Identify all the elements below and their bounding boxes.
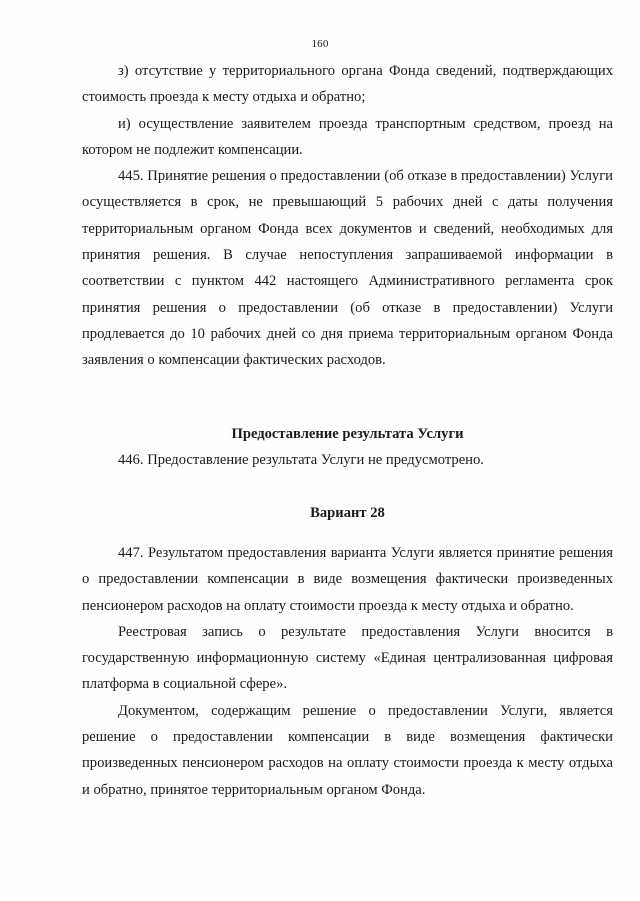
section-variant-28 (82, 540, 613, 803)
paragraph-446: 446. Предоставление результата Услуги не предусмотрено. (118, 452, 484, 469)
paragraph-447: 447. Результатом предоставления варианта Услуги является принятие решения о предоставлении компенсации в виде возмещения фактически произведенных пенсионером расходов на оплату стоимости проезда к месту отдыха и обратно. (82, 545, 613, 614)
page-number: 160 (311, 38, 329, 50)
paragraph-document: Документом, содержащим решение о предоставлении Услуги, является решение о предоставлении компенсации в виде возмещения фактически произведенных пенсионером расходов на оплату стоимости проезда к месту отдыха и обратно, принятое территориальным органом Фонда. (82, 702, 613, 798)
paragraph-item-i: и) осуществление заявителем проезда транспортным средством, проезд на котором не подлежит компенсации. (82, 115, 613, 158)
paragraph-registry: Реестровая запись о результате предоставления Услуги вносится в государственную информационную систему «Единая централизованная цифровая платформа в социальной сфере». (82, 623, 613, 693)
paragraph-445: 445. Принятие решения о предоставлении (об отказе в предоставлении) Услуги осуществляется в срок, не превышающий 5 рабочих дней с даты получения территориальным органом Фонда всех документов и сведений, необходимых для принятия решения. В случае непоступления запрашиваемой информации в соответствии с пунктом 442 настоящего Административного регламента срок принятия решения о предоставлении (об отказе в предоставлении) Услуги продлевается до 10 рабочих дней со дня приема территориальным органом Фонда заявления о компенсации фактических расходов. (82, 168, 613, 369)
text-block-top (82, 58, 613, 374)
section-heading-result: Предоставление результата Услуги (231, 426, 464, 442)
section-result-delivery (82, 421, 613, 549)
paragraph-item-z: з) отсутствие у территориального органа Фонда сведений, подтверждающих стоимость проезда к месту отдыха и обратно; (82, 63, 613, 106)
section-heading-variant: Вариант 28 (310, 504, 385, 521)
